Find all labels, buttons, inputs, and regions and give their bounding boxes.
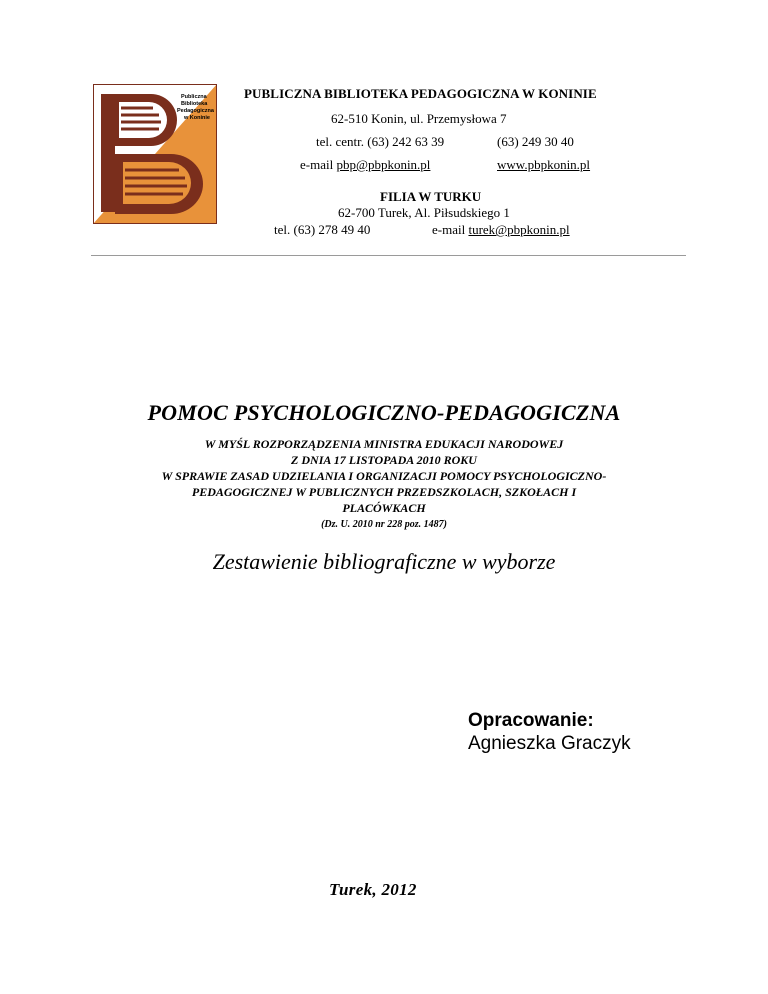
branch-address: 62-700 Turek, Al. Piłsudskiego 1: [338, 205, 510, 220]
phone-second: (63) 249 30 40: [497, 134, 574, 149]
bibliography-label: Zestawienie bibliograficzne w wyborze: [212, 549, 556, 574]
email-line: [300, 157, 430, 173]
branch-phone: tel. (63) 278 49 40: [274, 222, 371, 237]
library-logo: [93, 84, 217, 224]
branch-email-line: [432, 222, 570, 238]
subtitle-line: PLACÓWKACH: [342, 501, 426, 515]
logo-text-line: Publiczna: [181, 94, 207, 100]
email-prefix: e-mail: [300, 157, 337, 172]
institution-name: PUBLICZNA BIBLIOTEKA PEDAGOGICZNA W KONINIE: [244, 86, 597, 101]
logo-text-line: Biblioteka: [181, 101, 208, 107]
logo-text-line: w Koninie: [184, 115, 210, 121]
document-title: POMOC PSYCHOLOGICZNO-PEDAGOGICZNA: [147, 400, 621, 425]
legal-reference: (Dz. U. 2010 nr 228 poz. 1487): [321, 519, 447, 530]
subtitle-line: W MYŚL ROZPORZĄDZENIA MINISTRA EDUKACJI NARODOWEJ: [204, 437, 564, 451]
logo-text-line: Pedagogiczna: [177, 108, 214, 114]
branch-email-link[interactable]: turek@pbpkonin.pl: [468, 222, 570, 237]
subtitle-line: Z DNIA 17 LISTOPADA 2010 ROKU: [291, 453, 477, 467]
subtitle-line: W SPRAWIE ZASAD UDZIELANIA I ORGANIZACJI POMOCY PSYCHOLOGICZNO-: [161, 469, 607, 483]
author-label: Opracowanie:: [468, 710, 594, 731]
institution-address: 62-510 Konin, ul. Przemysłowa 7: [331, 111, 507, 126]
subtitle-line: PEDAGOGICZNEJ W PUBLICZNYCH PRZEDSZKOLACH, SZKOŁACH I: [191, 485, 577, 499]
website-link[interactable]: www.pbpkonin.pl: [497, 157, 591, 172]
email-link[interactable]: pbp@pbpkonin.pl: [336, 157, 431, 172]
place-date: Turek, 2012: [329, 880, 417, 899]
phone-central: tel. centr. (63) 242 63 39: [316, 134, 445, 149]
author-name: Agnieszka Graczyk: [468, 733, 631, 754]
branch-title: FILIA W TURKU: [380, 189, 482, 204]
branch-email-prefix: e-mail: [432, 222, 469, 237]
header-divider: [91, 255, 686, 256]
